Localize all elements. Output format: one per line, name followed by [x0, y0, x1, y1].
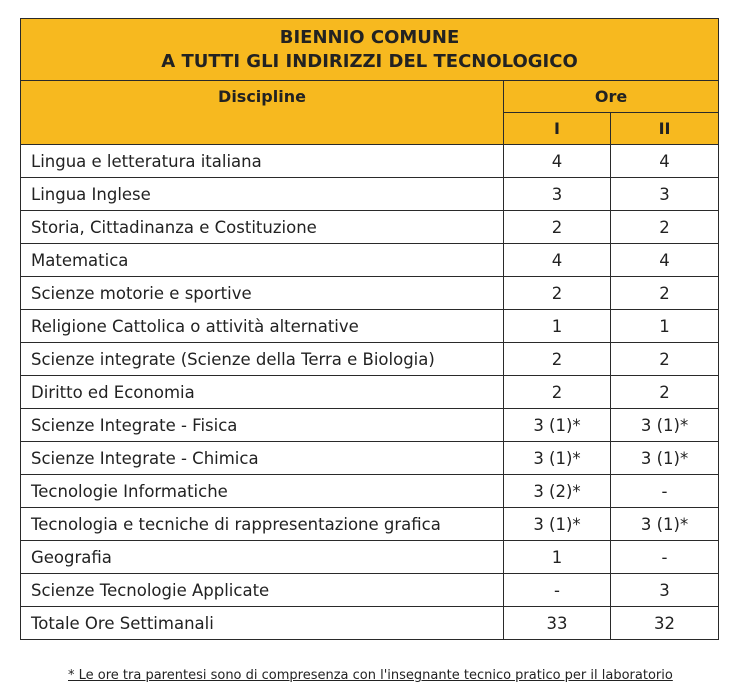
table-row — [21, 475, 719, 508]
discipline-cell: Scienze Integrate - Chimica — [21, 442, 504, 475]
discipline-cell: Tecnologia e tecniche di rappresentazione grafica — [21, 508, 504, 541]
discipline-cell: Tecnologie Informatiche — [21, 475, 504, 508]
discipline-cell: Storia, Cittadinanza e Costituzione — [21, 211, 504, 244]
hours-header: Ore — [504, 81, 719, 113]
year2-hours-cell: 3 — [611, 178, 719, 211]
year1-hours-cell: 33 — [504, 607, 611, 640]
footnote: * Le ore tra parentesi sono di compresenza con l'insegnante tecnico pratico per il laboratorio — [68, 668, 673, 683]
year2-hours-cell: 3 (1)* — [611, 409, 719, 442]
year2-hours-cell: 4 — [611, 244, 719, 277]
year1-hours-cell: 2 — [504, 277, 611, 310]
year2-hours-cell: 4 — [611, 145, 719, 178]
year1-hours-cell: 3 (1)* — [504, 409, 611, 442]
discipline-cell: Lingua e letteratura italiana — [21, 145, 504, 178]
year2-hours-cell: 1 — [611, 310, 719, 343]
discipline-cell: Matematica — [21, 244, 504, 277]
year2-hours-cell: 3 — [611, 574, 719, 607]
disciplines-header: Discipline — [21, 81, 504, 145]
year2-hours-cell: 2 — [611, 211, 719, 244]
table-row — [21, 145, 719, 178]
year2-hours-cell: 3 (1)* — [611, 508, 719, 541]
table-body — [21, 145, 719, 640]
year1-hours-cell: 3 (1)* — [504, 442, 611, 475]
table-title-line2: A TUTTI GLI INDIRIZZI DEL TECNOLOGICO — [161, 50, 578, 72]
table-row — [21, 277, 719, 310]
table-row — [21, 607, 719, 640]
year2-hours-cell: - — [611, 475, 719, 508]
table-title — [21, 19, 719, 81]
year1-hours-cell: 1 — [504, 541, 611, 574]
discipline-cell: Religione Cattolica o attività alternative — [21, 310, 504, 343]
year1-hours-cell: 1 — [504, 310, 611, 343]
year1-hours-cell: 2 — [504, 376, 611, 409]
year2-hours-cell: - — [611, 541, 719, 574]
table-row — [21, 211, 719, 244]
table-title-line1: BIENNIO COMUNE — [279, 26, 460, 48]
table-row — [21, 244, 719, 277]
discipline-cell: Scienze Integrate - Fisica — [21, 409, 504, 442]
year2-hours-cell: 3 (1)* — [611, 442, 719, 475]
year2-header: II — [611, 113, 719, 145]
discipline-cell: Scienze Tecnologie Applicate — [21, 574, 504, 607]
table-row — [21, 574, 719, 607]
year1-hours-cell: 2 — [504, 211, 611, 244]
year1-hours-cell: 4 — [504, 244, 611, 277]
year1-hours-cell: - — [504, 574, 611, 607]
year1-hours-cell: 4 — [504, 145, 611, 178]
year1-header: I — [504, 113, 611, 145]
table-row — [21, 376, 719, 409]
discipline-cell: Lingua Inglese — [21, 178, 504, 211]
discipline-cell: Geografia — [21, 541, 504, 574]
year1-hours-cell: 3 — [504, 178, 611, 211]
discipline-cell: Diritto ed Economia — [21, 376, 504, 409]
year2-hours-cell: 2 — [611, 376, 719, 409]
year1-hours-cell: 2 — [504, 343, 611, 376]
curriculum-table — [20, 18, 719, 640]
year2-hours-cell: 32 — [611, 607, 719, 640]
discipline-cell: Scienze motorie e sportive — [21, 277, 504, 310]
discipline-cell: Totale Ore Settimanali — [21, 607, 504, 640]
table-row — [21, 442, 719, 475]
table-row — [21, 508, 719, 541]
table-row — [21, 343, 719, 376]
year2-hours-cell: 2 — [611, 343, 719, 376]
discipline-cell: Scienze integrate (Scienze della Terra e Biologia) — [21, 343, 504, 376]
table-row — [21, 178, 719, 211]
table-row — [21, 541, 719, 574]
year1-hours-cell: 3 (1)* — [504, 508, 611, 541]
year2-hours-cell: 2 — [611, 277, 719, 310]
year1-hours-cell: 3 (2)* — [504, 475, 611, 508]
curriculum-table-wrapper — [20, 18, 718, 640]
table-row — [21, 310, 719, 343]
table-row — [21, 409, 719, 442]
